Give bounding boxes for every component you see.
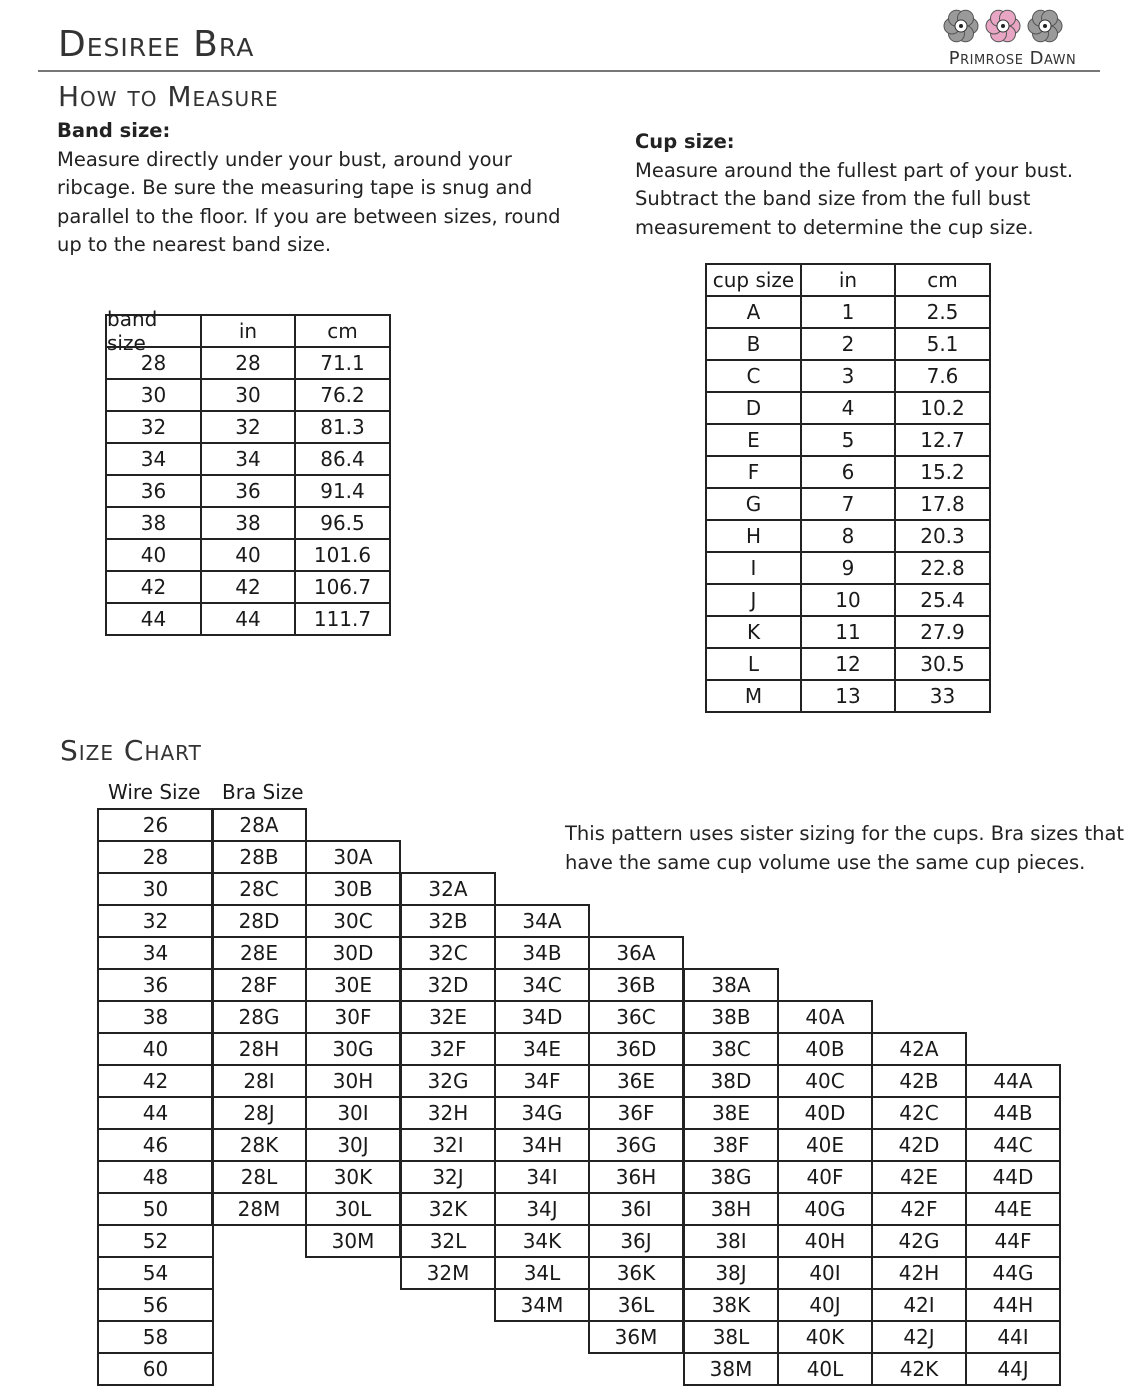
bra-size-cell: 34A xyxy=(494,904,590,938)
bra-size-cell: 28H xyxy=(211,1032,307,1066)
bra-size-cell: 40G xyxy=(777,1192,873,1226)
table-cell: 1 xyxy=(800,295,896,329)
bra-size-cell: 36J xyxy=(588,1224,684,1258)
table-header-cell: in xyxy=(200,314,296,348)
bra-size-cell: 38D xyxy=(683,1064,779,1098)
table-cell: 17.8 xyxy=(894,487,991,521)
bra-size-cell: 38B xyxy=(683,1000,779,1034)
bra-size-cell: 34B xyxy=(494,936,590,970)
bra-size-cell: 38J xyxy=(683,1256,779,1290)
table-cell: 12.7 xyxy=(894,423,991,457)
wire-size-cell: 50 xyxy=(97,1192,214,1226)
bra-size-cell: 40D xyxy=(777,1096,873,1130)
table-cell: 38 xyxy=(200,506,296,540)
band-size-text: Measure directly under your bust, around your ribcage. Be sure the measuring tape is snug and parallel to the floor. If you are between sizes, round up to the nearest band size. xyxy=(57,147,561,256)
table-cell: 36 xyxy=(105,474,202,508)
table-cell: 86.4 xyxy=(294,442,391,476)
bra-size-cell: 38L xyxy=(683,1320,779,1354)
bra-size-cell: 32E xyxy=(400,1000,496,1034)
bra-size-cell: 38H xyxy=(683,1192,779,1226)
bra-size-cell: 28I xyxy=(211,1064,307,1098)
wire-size-cell: 34 xyxy=(97,936,214,970)
table-cell: 38 xyxy=(105,506,202,540)
bra-size-cell: 42F xyxy=(871,1192,967,1226)
bra-size-cell: 42K xyxy=(871,1352,967,1386)
table-cell: 9 xyxy=(800,551,896,585)
bra-size-cell: 44J xyxy=(965,1352,1061,1386)
bra-size-cell: 28M xyxy=(211,1192,307,1226)
bra-size-cell: 30L xyxy=(305,1192,401,1226)
table-cell: M xyxy=(705,679,802,713)
bra-size-cell: 38M xyxy=(683,1352,779,1386)
bra-size-cell: 34L xyxy=(494,1256,590,1290)
bra-size-cell: 44A xyxy=(965,1064,1061,1098)
table-cell: 32 xyxy=(200,410,296,444)
table-cell: I xyxy=(705,551,802,585)
table-cell: 40 xyxy=(200,538,296,572)
table-cell: G xyxy=(705,487,802,521)
sister-sizing-note: This pattern uses sister sizing for the cups. Bra sizes that have the same cup volume use the same cup pieces. xyxy=(565,822,1125,874)
bra-size-cell: 42G xyxy=(871,1224,967,1258)
bra-size-cell: 34G xyxy=(494,1096,590,1130)
bra-size-cell: 28L xyxy=(211,1160,307,1194)
bra-size-cell: 28C xyxy=(211,872,307,906)
table-cell: 10.2 xyxy=(894,391,991,425)
bra-size-cell: 40A xyxy=(777,1000,873,1034)
table-cell: K xyxy=(705,615,802,649)
wire-size-cell: 40 xyxy=(97,1032,214,1066)
table-header-cell: in xyxy=(800,263,896,297)
table-cell: L xyxy=(705,647,802,681)
bra-size-cell: 36E xyxy=(588,1064,684,1098)
bra-size-cell: 32G xyxy=(400,1064,496,1098)
bra-size-cell: 34C xyxy=(494,968,590,1002)
bra-size-cell: 36K xyxy=(588,1256,684,1290)
bra-size-cell: 30C xyxy=(305,904,401,938)
band-size-heading: Band size: xyxy=(57,119,171,142)
bra-size-cell: 28F xyxy=(211,968,307,1002)
wire-size-cell: 44 xyxy=(97,1096,214,1130)
table-cell: 6 xyxy=(800,455,896,489)
wire-size-cell: 54 xyxy=(97,1256,214,1290)
table-cell: F xyxy=(705,455,802,489)
bra-size-cell: 36D xyxy=(588,1032,684,1066)
bra-size-cell: 40K xyxy=(777,1320,873,1354)
bra-size-cell: 44C xyxy=(965,1128,1061,1162)
bra-size-cell: 40F xyxy=(777,1160,873,1194)
wire-size-cell: 58 xyxy=(97,1320,214,1354)
wire-size-header: Wire Size xyxy=(108,780,201,804)
table-cell: 30 xyxy=(200,378,296,412)
table-cell: 3 xyxy=(800,359,896,393)
table-cell: 34 xyxy=(200,442,296,476)
bra-size-cell: 34D xyxy=(494,1000,590,1034)
bra-size-cell: 38F xyxy=(683,1128,779,1162)
table-cell: 20.3 xyxy=(894,519,991,553)
table-cell: 11 xyxy=(800,615,896,649)
wire-size-cell: 46 xyxy=(97,1128,214,1162)
bra-size-cell: 36G xyxy=(588,1128,684,1162)
bra-size-cell: 32L xyxy=(400,1224,496,1258)
bra-size-cell: 40I xyxy=(777,1256,873,1290)
bra-size-cell: 34J xyxy=(494,1192,590,1226)
table-cell: 42 xyxy=(105,570,202,604)
bra-size-cell: 44D xyxy=(965,1160,1061,1194)
table-cell: 25.4 xyxy=(894,583,991,617)
bra-size-cell: 44B xyxy=(965,1096,1061,1130)
bra-size-cell: 32K xyxy=(400,1192,496,1226)
wire-size-cell: 42 xyxy=(97,1064,214,1098)
bra-size-cell: 28K xyxy=(211,1128,307,1162)
bra-size-cell: 36M xyxy=(588,1320,684,1354)
bra-size-cell: 30B xyxy=(305,872,401,906)
bra-size-cell: 44H xyxy=(965,1288,1061,1322)
wire-size-cell: 38 xyxy=(97,1000,214,1034)
bra-size-cell: 34E xyxy=(494,1032,590,1066)
table-cell: 2.5 xyxy=(894,295,991,329)
table-cell: 33 xyxy=(894,679,991,713)
bra-size-cell: 36F xyxy=(588,1096,684,1130)
flower-icons xyxy=(925,4,1100,48)
table-cell: 4 xyxy=(800,391,896,425)
bra-size-cell: 44F xyxy=(965,1224,1061,1258)
table-header-cell: cm xyxy=(294,314,391,348)
bra-size-cell: 42H xyxy=(871,1256,967,1290)
bra-size-cell: 40C xyxy=(777,1064,873,1098)
table-cell: 81.3 xyxy=(294,410,391,444)
wire-size-cell: 48 xyxy=(97,1160,214,1194)
bra-size-cell: 30F xyxy=(305,1000,401,1034)
table-cell: 30.5 xyxy=(894,647,991,681)
bra-size-cell: 28J xyxy=(211,1096,307,1130)
bra-size-cell: 30D xyxy=(305,936,401,970)
table-cell: 27.9 xyxy=(894,615,991,649)
table-cell: D xyxy=(705,391,802,425)
bra-size-cell: 34M xyxy=(494,1288,590,1322)
bra-size-cell: 32B xyxy=(400,904,496,938)
table-cell: B xyxy=(705,327,802,361)
table-cell: 42 xyxy=(200,570,296,604)
bra-size-cell: 44E xyxy=(965,1192,1061,1226)
table-cell: 7.6 xyxy=(894,359,991,393)
bra-size-cell: 44I xyxy=(965,1320,1061,1354)
table-header-cell: cup size xyxy=(705,263,802,297)
table-cell: 44 xyxy=(200,602,296,636)
bra-size-cell: 36C xyxy=(588,1000,684,1034)
page-title: Desiree Bra xyxy=(58,24,255,65)
wire-size-cell: 30 xyxy=(97,872,214,906)
bra-size-cell: 32J xyxy=(400,1160,496,1194)
cup-size-instructions xyxy=(635,128,1095,242)
table-cell: 10 xyxy=(800,583,896,617)
table-cell: H xyxy=(705,519,802,553)
table-cell: 15.2 xyxy=(894,455,991,489)
bra-size-cell: 40H xyxy=(777,1224,873,1258)
wire-size-cell: 60 xyxy=(97,1352,214,1386)
bra-size-cell: 38G xyxy=(683,1160,779,1194)
bra-size-cell: 40L xyxy=(777,1352,873,1386)
bra-size-cell: 42A xyxy=(871,1032,967,1066)
bra-size-cell: 32I xyxy=(400,1128,496,1162)
table-cell: 5.1 xyxy=(894,327,991,361)
table-cell: 2 xyxy=(800,327,896,361)
bra-size-cell: 40B xyxy=(777,1032,873,1066)
bra-size-cell: 28E xyxy=(211,936,307,970)
table-cell: 71.1 xyxy=(294,346,391,380)
table-cell: 12 xyxy=(800,647,896,681)
table-cell: 101.6 xyxy=(294,538,391,572)
bra-size-cell: 34H xyxy=(494,1128,590,1162)
table-cell: J xyxy=(705,583,802,617)
band-size-instructions xyxy=(57,117,577,260)
table-cell: 91.4 xyxy=(294,474,391,508)
bra-size-cell: 42I xyxy=(871,1288,967,1322)
bra-size-cell: 38I xyxy=(683,1224,779,1258)
bra-size-cell: 30I xyxy=(305,1096,401,1130)
table-cell: 28 xyxy=(200,346,296,380)
table-cell: 44 xyxy=(105,602,202,636)
bra-size-cell: 36L xyxy=(588,1288,684,1322)
table-header-cell: cm xyxy=(894,263,991,297)
bra-size-cell: 32D xyxy=(400,968,496,1002)
bra-size-cell: 28G xyxy=(211,1000,307,1034)
cup-size-text: Measure around the fullest part of your bust. Subtract the band size from the full bust measurement to determine the cup size. xyxy=(635,158,1074,239)
bra-size-cell: 34F xyxy=(494,1064,590,1098)
bra-size-cell: 36H xyxy=(588,1160,684,1194)
table-cell: 8 xyxy=(800,519,896,553)
bra-size-cell: 30J xyxy=(305,1128,401,1162)
table-cell: 32 xyxy=(105,410,202,444)
bra-size-cell: 28A xyxy=(211,808,307,842)
bra-size-cell: 38E xyxy=(683,1096,779,1130)
table-cell: C xyxy=(705,359,802,393)
bra-size-cell: 40J xyxy=(777,1288,873,1322)
bra-size-cell: 42C xyxy=(871,1096,967,1130)
brand-logo xyxy=(925,4,1100,70)
logo-text: Primrose Dawn xyxy=(948,48,1077,69)
table-cell: A xyxy=(705,295,802,329)
table-cell: 76.2 xyxy=(294,378,391,412)
wire-size-cell: 56 xyxy=(97,1288,214,1322)
wire-size-cell: 28 xyxy=(97,840,214,874)
bra-size-cell: 38K xyxy=(683,1288,779,1322)
bra-size-cell: 30E xyxy=(305,968,401,1002)
size-chart-heading: Size Chart xyxy=(60,734,202,767)
bra-size-cell: 32H xyxy=(400,1096,496,1130)
bra-size-cell: 32C xyxy=(400,936,496,970)
bra-size-cell: 42E xyxy=(871,1160,967,1194)
table-cell: 30 xyxy=(105,378,202,412)
bra-size-cell: 38C xyxy=(683,1032,779,1066)
table-cell: 111.7 xyxy=(294,602,391,636)
bra-size-cell: 42J xyxy=(871,1320,967,1354)
wire-size-cell: 32 xyxy=(97,904,214,938)
bra-size-cell: 40E xyxy=(777,1128,873,1162)
table-cell: 13 xyxy=(800,679,896,713)
table-cell: 22.8 xyxy=(894,551,991,585)
bra-size-cell: 36A xyxy=(588,936,684,970)
bra-size-cell: 42D xyxy=(871,1128,967,1162)
bra-size-cell: 36B xyxy=(588,968,684,1002)
table-cell: 96.5 xyxy=(294,506,391,540)
bra-size-cell: 30G xyxy=(305,1032,401,1066)
bra-size-cell: 30K xyxy=(305,1160,401,1194)
bra-size-cell: 30A xyxy=(305,840,401,874)
cup-size-heading: Cup size: xyxy=(635,130,735,153)
wire-size-cell: 52 xyxy=(97,1224,214,1258)
bra-size-cell: 30M xyxy=(305,1224,401,1258)
bra-size-cell: 38A xyxy=(683,968,779,1002)
table-cell: 40 xyxy=(105,538,202,572)
table-cell: E xyxy=(705,423,802,457)
bra-size-cell: 34I xyxy=(494,1160,590,1194)
bra-size-header: Bra Size xyxy=(222,780,304,804)
table-cell: 36 xyxy=(200,474,296,508)
bra-size-cell: 28B xyxy=(211,840,307,874)
table-cell: 34 xyxy=(105,442,202,476)
bra-size-cell: 30H xyxy=(305,1064,401,1098)
how-to-measure-heading: How to Measure xyxy=(58,80,279,113)
wire-size-cell: 36 xyxy=(97,968,214,1002)
bra-size-cell: 44G xyxy=(965,1256,1061,1290)
bra-size-cell: 34K xyxy=(494,1224,590,1258)
table-cell: 7 xyxy=(800,487,896,521)
bra-size-cell: 28D xyxy=(211,904,307,938)
wire-size-cell: 26 xyxy=(97,808,214,842)
bra-size-cell: 36I xyxy=(588,1192,684,1226)
table-header-cell: band size xyxy=(105,314,202,348)
title-divider xyxy=(38,70,1100,72)
table-cell: 28 xyxy=(105,346,202,380)
bra-size-cell: 32A xyxy=(400,872,496,906)
table-cell: 106.7 xyxy=(294,570,391,604)
table-cell: 5 xyxy=(800,423,896,457)
bra-size-cell: 32M xyxy=(400,1256,496,1290)
bra-size-cell: 32F xyxy=(400,1032,496,1066)
bra-size-cell: 42B xyxy=(871,1064,967,1098)
